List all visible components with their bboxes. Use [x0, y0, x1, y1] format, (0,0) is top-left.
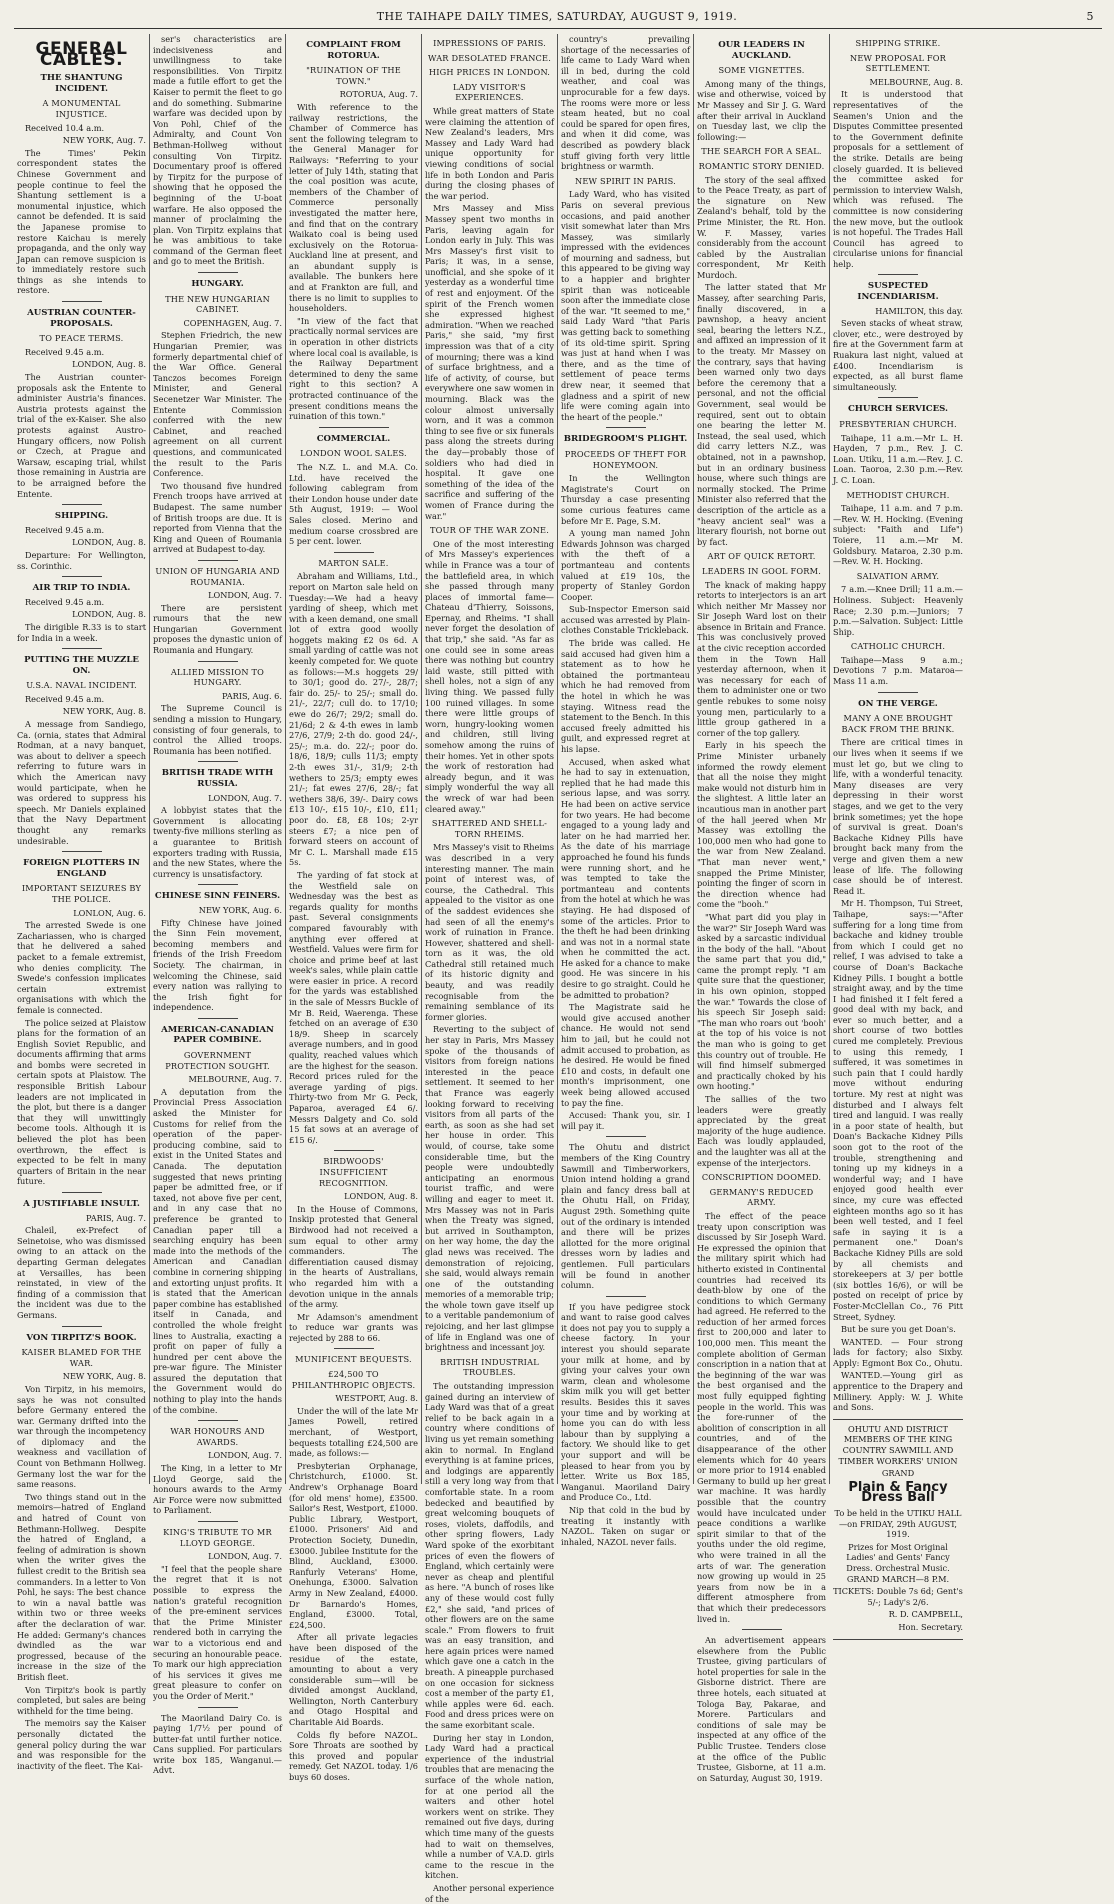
- separator: [198, 661, 238, 662]
- separator: [198, 272, 238, 273]
- subheadline: LADY VISITOR'S EXPERIENCES.: [453, 81, 526, 103]
- headline: OUR LEADERS IN AUCKLAND.: [718, 40, 805, 61]
- article-text: Abraham and Williams, Ltd., report on Marton sale held on Tuesday:—We had a heavy yarding of sheep, which met with a keen demand, one small lot of extra good woolly hoggets making £2 0s 6d. A small yarding of cattle was not keenly competed for. We quote as follows:—M.s hoggets 29/ to 30/1; good do. 27/-, 28/7; fair do. 25/- to 25/-; small do. 21/-, 22/7; cull do. to 17/10; ewe do 26/7; 29/2; small do. 21/6d; 2 & 4-th ewes in lamb 27/6, 27/9; 2-th do. good 24/-, 25/-; m.a. do. 22/-; poor do. 18/6, 18/9; culls 11/3; empty 2-th ewes 31/-, 31/9; 2-th wethers to 25/3; empty ewes 21/-; fat ewes 27/6, 28/-; fat wethers 38/6, 39/-. Dairy cows £13 10/-, £15 10/-, £10, £11; poor do. £8, £8 10s; 2-yr steers £7; a nice pen of forward steers on account of Mr C. L. Marshall made £15 5s.: [289, 571, 418, 868]
- headline: IMPRESSIONS OF PARIS.: [433, 38, 546, 48]
- dateline: LONDON, Aug. 8.: [72, 359, 146, 370]
- ad-venue: To be held in the UTIKU HALL—on FRIDAY, 29th AUGUST, 1919.: [834, 1508, 962, 1540]
- dateline: NEW YORK, Aug. 8.: [62, 706, 146, 717]
- article-text: The Austrian counter-proposals ask the Entente to administer Austria's finances. Austria protests against the trial of the ex-Kaiser. She also protests against Austro-Hungary officers, now Polish or Czech, at Prague and Warsaw, escaping trial, whilst those remaining in Austria are to be arraigned before the Entente.: [17, 372, 146, 499]
- separator: [198, 560, 238, 561]
- article-text: The King, in a letter to Mr Lloyd George, said the honours awards to the Army Air Force were now submitted to Parliament.: [153, 1463, 282, 1516]
- article-text: country's prevailing shortage of the necessaries of life came to Lady Ward when ill in bed, during the cold weather, and coal was unprocurable for a few days. The rooms were more or less steam heated, but no coal could be spared for open fires, and when it did come, was described as powdery black stuff giving forth very little brightness or warmth.: [561, 34, 690, 172]
- article-text: Fifty Chinese have joined the Sinn Fein movement, becoming members and friends of the Irish Freedom Society. The chairman, in welcoming the Chinese, said every nation was rallying to the Irish fight for independence.: [153, 917, 282, 1013]
- headline: VON TIRPITZ'S BOOK.: [26, 1332, 137, 1343]
- separator: [878, 274, 918, 275]
- column-6: [694, 34, 830, 1783]
- subheadline: GOVERNMENT PROTECTION SOUGHT.: [165, 1050, 270, 1071]
- separator: [62, 648, 102, 649]
- article-text: A message from Sandiego, Ca. (ornia, states that Admiral Rodman, at a navy banquet, was about to deliver a speech referring to future wars in which the American navy would participate, when he was ordered to suppress his speech. Mr Daniels explained that the Navy Department thought any remarks undesirable.: [17, 719, 146, 846]
- article-text: The story of the seal affixed to the Peace Treaty, as part of the signature on New Zealand's behalf, told by the Prime Minister, the Rt. Hon. W. F. Massey, varies considerably from the account cabled by the Australian correspondent, Mr Keith Murdoch.: [697, 174, 826, 280]
- article-text: The dirigible R.33 is to start for India in a week.: [17, 621, 146, 643]
- classified-ad: WANTED. — Four strong lads for factory; also Sixby. Apply: Egmont Box Co., Ohutu.: [833, 1336, 963, 1368]
- subheadline: WAR DESOLATED FRANCE.: [427, 52, 552, 63]
- article-text: The arrested Swede is one Zachariassen, who is charged that he delivered a sahed packet to a female extremist, who denies complicity. The Swede's confession implicates certain extremist organisations with which the female is connected.: [17, 920, 146, 1015]
- headline: PUTTING THE MUZZLE ON.: [24, 655, 139, 676]
- article-text: ser's characteristics are indecisiveness and unwillingness to take responsibilities. Von Tirpitz made a futile effort to get the Kaiser to permit the fleet to go and do something. Submarine warfare was decided upon by Von Pohl, Chief of the Admiralty, and Count Von Bethman-Hollweg without consulting Von Tirpitz. Documentary proof is offered by Tirpitz for the purpose of showing that he opposed the beginning of the U-boat warfare. He also opposed the manner of proclaiming the plan. Von Tirpitz explains that he was ambitious to take command of the German fleet and go to meet the British.: [153, 34, 282, 267]
- dateline: LONDON, Aug. 7.: [208, 792, 282, 803]
- article-text: "I feel that the people share the regret that it is not possible to express the nation's grateful recognition of the pre-eminent services that the Prime Minister rendered both in carrying the war to a victorious end and securing an honourable peace. To mark our high appreciation of his services it gives me great pleasure to confer on you the Order of Merit.": [153, 1563, 282, 1701]
- article-text: Among many of the things, wise and otherwise, voiced by Mr Massey and Sir J. G. Ward after their arrival in Auckland on Tuesday last, we clip the following:—: [697, 78, 826, 142]
- dateline: MELBOURNE, Aug. 7.: [188, 1074, 282, 1085]
- church-name: PRESBYTERIAN CHURCH.: [839, 419, 957, 429]
- article-text: It is understood that representatives of the Seamen's Union and the Disputes Committee presented to the Government definite proposals for a settlement of the strike. Details are being closely guarded. It is believed the committee asked for permission to interview Walsh, which was refused. The committee is now considering the new move, but the outlook is not hopeful. The Trades Hall Council has agreed to circularise unions for financial help.: [833, 89, 963, 269]
- article-text: After all private legacies have been disposed of the residue of the estate, amounting to about a very considerable sum—will be divided amongst Auckland, Wellington, North Canterbury and Otago Hospital and Charitable Aid Boards.: [289, 1632, 418, 1728]
- classified-ad: WANTED.—Young girl as apprentice to the Drapery and Millinery. Apply: W. J. White and Sons.: [833, 1370, 963, 1413]
- column-2: [150, 34, 286, 1776]
- ad-title: Plain & Fancy Dress Ball: [848, 1479, 948, 1506]
- dateline: LONDON, Aug. 7.: [208, 1450, 282, 1461]
- received-line: Received 9.45 a.m.: [25, 693, 105, 704]
- separator: [62, 301, 102, 302]
- subheadline: ROMANTIC STORY DENIED.: [698, 160, 825, 171]
- separator: [62, 851, 102, 852]
- service-times: 7 a.m.—Knee Drill; 11 a.m.—Holiness. Subject: Heavenly Race; 2.30 p.m.—Juniors; 7 p.m.—Salvation. Subject: Little Ship.: [833, 584, 963, 637]
- separator: [62, 504, 102, 505]
- church-name: METHODIST CHURCH.: [846, 489, 950, 500]
- separator: [606, 1296, 646, 1297]
- received-line: Received 9.45 a.m.: [25, 346, 105, 357]
- article-text: In the Wellington Magistrate's Court on Thursday a case presenting some curious features came before Mr E. Page, S.M.: [561, 473, 690, 526]
- dateline: NEW YORK, Aug. 6.: [198, 904, 282, 915]
- article-text: A lobbyist states that the Government is allocating twenty-five millions sterling as a guarantee to British exporters trading with Russia, and the new States, where the currency is unsatisfactory.: [153, 805, 282, 879]
- column-1: [14, 34, 150, 1771]
- subheadline: CONSCRIPTION DOOMED.: [701, 1172, 822, 1183]
- separator: [319, 427, 389, 428]
- advertisement-text: Nip that cold in the bud by treating it instantly with NAZOL. Taken on sugar or inhaled, NAZOL never fails.: [561, 1504, 690, 1547]
- article-text: Accused, when asked what he had to say in extenuation, replied that he had made this serious lapse, and was sorry. He had been on active service for two years. He had become engaged to a young lady and later on he had married her. As the date of his marriage approached he found his funds were running short, and he was tempted to take the portmanteau and contents from the hotel at which he was staying. He had disposed of some of the articles. Prior to the theft he had been drinking and was not in a normal state when he committed the act. He asked for a chance to make good. He was sincere in his desire to go straight. Could he be admitted to probation?: [561, 756, 690, 1000]
- separator: [62, 576, 102, 577]
- separator: [198, 1420, 238, 1421]
- separator: [878, 692, 918, 693]
- headline: ON THE VERGE.: [858, 698, 938, 709]
- subheadline: IMPORTANT SEIZURES BY THE POLICE.: [21, 883, 142, 904]
- headline: SHIPPING STRIKE.: [855, 38, 941, 48]
- dateline: LONDON, Aug. 8.: [344, 1191, 418, 1202]
- separator: [334, 1150, 374, 1151]
- separator: [878, 397, 918, 398]
- headline: A JUSTIFIABLE INSULT.: [23, 1199, 140, 1209]
- article-text: There are critical times in our lives when it seems if we must let go, but we cling to life, with a wonderful tenacity. Many diseases are very depressing in their worst stages, and we get to the very brink sometimes; yet the hope of survival is great. Doan's Backache Kidney Pills have brought back many from the verge and given them a new lease of life. The following case should be of interest. Read it.: [833, 737, 963, 896]
- headline: COMMERCIAL.: [316, 433, 391, 444]
- separator: [334, 552, 374, 553]
- ad-details: Prizes for Most Original Ladies' and Gents' Fancy Dress. Orchestral Music. GRAND MARCH—8 P.M.: [846, 1541, 950, 1584]
- dateline: HAMILTON, this day.: [875, 305, 963, 316]
- article-text: A deputation from the Provincial Press Association asked the Minister for Customs for relief from the operation of the paper-producing combine, said to exist in the United States and Canada. The deputation suggested that news printing paper be admitted free, or if taxed, not above five per cent, and in any case that no preference be granted to Canadian paper till a searching enquiry has been made into the methods of the American and Canadian combine in cornering shipping and extorting unjust profits. It is stated that the American paper combine has established itself in Canada, and controlled the whole freight lines to Australia, exacting a profit on paper of fully a hundred per cent above the pre-war figure. The Minister assured the deputation that the Government would do nothing to play into the hands of the combine.: [153, 1086, 282, 1415]
- article-text: The N.Z. L. and M.A. Co. Ltd. have received the following cablegram from their London house under date 5th August, 1919: — Wool Sales closed. Merino and medium coarse crossbred are 5 per cent. lower.: [289, 461, 418, 547]
- article-text: But be sure you get Doan's.: [841, 1324, 956, 1335]
- dateline: LONDON, Aug. 8.: [72, 609, 146, 620]
- article-text: Sub-Inspector Emerson said accused was arrested by Plain-clothes Constable Trickleback.: [561, 604, 690, 636]
- dateline: PARIS, Aug. 6.: [221, 690, 282, 701]
- subheadline: THE SEARCH FOR A SEAL.: [701, 146, 822, 157]
- dance-advertisement: [833, 1419, 963, 1640]
- article-text: An advertisement appears elsewhere from the Public Trustee, giving particulars of hotel properties for sale in the Gisborne district. There are three hotels, each situated at Tologa Bay, Pakarae, and Morere. Particulars and conditions of sale may be inspected at any office of the Public Trustee. Tenders close at the office of the Public Trustee, Gisborne, at 11 a.m. on Saturday, August 30, 1919.: [697, 1635, 826, 1783]
- subheadline: £24,500 TO PHILANTHROPIC OBJECTS.: [291, 1369, 416, 1390]
- separator: [198, 884, 238, 885]
- subheadline: ART OF QUICK RETORT.: [707, 551, 816, 562]
- article-text: The latter stated that Mr Massey, after searching Paris, finally discovered, in a pawnshop, a heavy ancient seal, bearing the letters N.Z., and affixed an impression of it to the treaty. Mr Massey on the contrary, says that having been warned only two days before the ceremony that a personal, and not the official Government, seal would be required, sent out to obtain one bearing the letter M. Instead, the seal used, which did carry letters N.Z., was obtained, not in a pawnshop, but in an ordinary business house, where such things are normally stocked. The Prime Minister also referred that the description of the article as a "heavy ancient seal" was a literary flourish, not borne out by fact.: [697, 282, 826, 547]
- article-text: Von Tirpitz's book is partly completed, but sales are being withheld for the time being.: [17, 1684, 146, 1716]
- subheadline: MANY A ONE BROUGHT BACK FROM THE BRINK.: [841, 713, 955, 734]
- article-text: There are persistent rumours that the new Hungarian Government proposes the dynastic union of Roumania and Hungary.: [153, 602, 282, 656]
- article-text: The knack of making happy retorts to interjectors is an art which neither Mr Massey nor Sir Joseph Ward lost on their absence in Britain and France. This was conclusively proved at the civic reception accorded them in the Town Hall yesterday afternoon, when it was necessary for each of them to administer one or two gentle rebukes to some noisy young men, particularly to a little group gathered in a corner of the top gallery.: [697, 579, 826, 738]
- advertisement-text: Colds fly before NAZOL. Sore Throats are soothed by this proved and popular remedy. Get NAZOL today. 1/6 buys 60 doses.: [289, 1729, 418, 1783]
- dateline: LONLON, Aug. 6.: [73, 907, 146, 918]
- headline: MUNIFICENT BEQUESTS.: [295, 1354, 412, 1365]
- service-times: Taihape, 11 a.m. and 7 p.m.—Rev. W. H. Hocking. (Evening subject: "Faith and Life") Toiere, 11 a.m.—Mr M. Goldsbury. Mataroa, 2.30 p.m.—Rev. W. H. Hocking.: [833, 503, 963, 567]
- headline: AMERICAN-CANADIAN PAPER COMBINE.: [161, 1024, 274, 1046]
- dateline: COPENHAGEN, Aug. 7.: [183, 317, 282, 328]
- subheadline: TOUR OF THE WAR ZONE.: [429, 525, 550, 536]
- column-4: [422, 34, 558, 1904]
- dateline: PARIS, Aug. 7.: [85, 1212, 146, 1223]
- headline: KING'S TRIBUTE TO MR LLOYD GEORGE.: [163, 1527, 272, 1548]
- article-text: The sallies of the two leaders were greatly appreciated by the great majority of the huge audience. Each was loudly applauded, and the laughter was all at the expense of the interjectors.: [697, 1094, 826, 1168]
- headline: BRITISH TRADE WITH RUSSIA.: [161, 768, 274, 789]
- headline: CHURCH SERVICES.: [847, 404, 949, 415]
- subheadline: U.S.A. NAVAL INCIDENT.: [26, 680, 137, 691]
- article-text: Lady Ward, who has visited Paris on several previous occasions, and paid another visit somewhat later than Mrs Massey, was similarly impressed with the evidences of mourning and sadness, but this appeared to be giving way to a happier and brighter spirit than was noticeable soon after the immediate close of the war. "It seemed to me," said Lady Ward "that Paris was getting back to something of its old-time spirit. Spring was just at hand when I was there, and as the time of settlement of peace terms drew near, it seemed that gladness and a spirit of new life were coming again into the heart of the people.": [561, 189, 690, 422]
- subheadline: A MONUMENTAL INJUSTICE.: [42, 98, 121, 119]
- church-name: SALVATION ARMY.: [856, 570, 940, 581]
- article-text: In the House of Commons, Inskip protested that General Birdwood had not received a sum equal to other army commanders. The differentiation caused dismay in the hearts of Australians, who regarded him with a devotion unique in the annals of the army.: [289, 1203, 418, 1310]
- separator: [198, 1707, 238, 1708]
- article-text: Two things stand out in the memoirs—hatred of England and hatred of Count von Bethmann-Hollweg. Despite the hatred of England, a feeling of admiration is shown when the writer gives the fullest credit to the British sea commanders. In a letter to Von Pohl, he says: The best chance to win a naval battle was within two or three weeks after the declaration of war. He added: Germany's chances dwindled as the war progressed, because of the increase in the size of the British fleet.: [17, 1491, 146, 1682]
- article-text: The outstanding impression gained during an interview of Lady Ward was that of a great relief to be back again in a country where conditions of living us yet remain something akin to normal. In England everything is at famine prices, and lodgings are apparently still a very long way from that comfortable state. In a room bedecked and beautified by great welcoming bouquets of roses, violets, daffodils, and other spring flowers, Lady Ward spoke of the exorbitant prices of even the flowers of England, which certainly were never as cheap and plentiful as here. "A bunch of roses like any of these would cost fully £2," she said, "and prices of other flowers are on the same scale." From flowers to fruit was an easy transition, and here again prices were named which gave one a catch in the breath. A pineapple purchased on one occasion for sickness cost a member of the party £1, while apples were 6d. each. Food and dress prices were on the same exorbitant scale.: [425, 1381, 554, 1731]
- dateline: WESTPORT, Aug. 8.: [335, 1393, 418, 1404]
- subheadline: LEADERS IN GOOL FORM.: [702, 565, 821, 576]
- subheadline: BRITISH INDUSTRIAL TROUBLES.: [440, 1356, 539, 1378]
- article-text: During her stay in London, Lady Ward had a practical experience of the industrial troubles that are menacing the surface of the whole nation, for at one period all the waiters and other hotel workers went on strike. They remained out five days, during which time many of the guests had to wait on themselves, while a number of V.A.D. girls came to the rescue in the kitchen.: [425, 1732, 554, 1881]
- subheadline: HIGH PRICES IN LONDON.: [428, 67, 551, 78]
- article-text: Under the will of the late Mr James Powell, retired merchant, of Westport, bequests totalling £24,500 are made, as follows:—: [289, 1405, 418, 1459]
- page-number: 5: [1086, 10, 1094, 23]
- headline: UNION OF HUNGARIA AND ROUMANIA.: [155, 565, 280, 587]
- article-text: Early in his speech the Prime Minister urbanely informed the rowdy element that all the noise they might make would not disturb him in the slightest. A little later an incautious man in another part of the hall jeered when Mr Massey was extolling the 100,000 men who had gone to the war from New Zealand. "That man never went," snapped the Prime Minister, pointing the finger of scorn in the direction whence had come the "booh.": [697, 740, 826, 910]
- separator: [334, 1348, 374, 1349]
- article-text: The effect of the peace treaty upon conscription was discussed by Sir Joseph Ward. He expressed the opinion that the military spirit which had hitherto existed in Continental countries had received its death-blow by one of the conditions to which Germany had agreed. He referred to the reduction of her armed forces first to 200,000 and later to 100,000 men. This meant the complete abolition of German conscription in a nation that at the beginning of the war was the best organised and the most fully equipped fighting people in the world. This was the fore-runner of the abolition of conscription in all countries, and of the disappearance of the other elements which for 40 years or more prior to 1914 enabled Germany to build up her great war machine. It was hardly possible that the country would have inculcated under peace conditions a warlike spirit similar to that of the youths under the old regime, who were trained in all the arts of war. The generation now growing up would in 25 years from now be in a different atmosphere from that which their predecessors lived in.: [697, 1210, 826, 1624]
- article-text: Mr H. Thompson, Tui Street, Taihape, says:—"After suffering for a long time from backache and kidney trouble from which I could get no relief, I was advised to take a course of Doan's Backache Kidney Pills. I bought a bottle straight away, and by the time I had finished it I felt fered a good deal with my back, and ever so much better, and a short course of two bottles cured me completely. Previous to using this remedy, I suffered, it was sometimes in such pain that I could hardly move without enduring torture. My rest at night was disturbed and I always felt tired and languid. I was really in a poor state of health, but Doan's Backache Kidney Pills soon got to the root of the trouble, strengthening and toning up my kidneys in a wonderful way; and I have enjoyed good health ever since, my cure was effected eighteen months ago so it has been well tested, and I feel safe in saying it is a permanent one." Doan's Backache Kidney Pills are sold by all chemists and storekeepers at 3/ per bottle (six bottles 16/6), or will be posted on receipt of price by Foster-McClellan Co., 76 Pitt Street, Sydney.: [833, 898, 963, 1322]
- headline: CHINESE SINN FEINERS.: [154, 891, 281, 902]
- subheadline: TO PEACE TERMS.: [39, 333, 124, 344]
- subheadline: THE NEW HUNGARIAN CABINET.: [165, 293, 270, 315]
- separator: [742, 1629, 782, 1630]
- article-text: Mrs Massey's visit to Rheims was described in a very interesting manner. The main point of interest was, of course, the Cathedral. This appealed to the visitor as one of the saddest evidences she had seen of all the enemy's work of ruination in France. However, shattered and shell-torn as it was, the old Cathedral still retained much of its historic dignity and beauty, and was readily recognisable from the remaining semblance of its former glories.: [425, 842, 554, 1022]
- article-text: With reference to the railway restrictions, the Chamber of Commerce has sent the following telegram to the General Manager for Railways: "Referring to your letter of July 14th, stating that the coal position was acute, members of the Chamber of Commerce personally investigated the matter here, and find that on the contrary Waikato coal is being used exclusively on the Rotorua-Auckland line at present, and an abundant supply is available. The bunkers here and at Frankton are full, and there is no limit to supplies to householders.: [289, 101, 418, 314]
- column-5: [558, 34, 694, 1547]
- columns: [14, 34, 1104, 1904]
- masthead-title: THE TAIHAPE DAILY TIMES, SATURDAY, AUGUST 9, 1919.: [376, 10, 738, 23]
- article-text: Mrs Massey and Miss Massey spent two months in Paris, leaving again for London early in July. This was Mrs Massey's first visit to Paris; it was, in a sense, unofficial, and she spoke of it yesterday as a wonderful time of rest and enjoyment. Of the spirit of the French women she expressed highest admiration. "When we reached Paris," she said, "my first impression was that of a city of mourning; there was a kind of surface brightness, and a life of activity, of course, but everywhere one saw women in mourning. Black was the colour almost universally worn, and it was a common thing to see five or six funerals pass along the streets during the day—probably those of soldiers who had died in hospital. It gave one something of the idea of the sacrifice and suffering of the women of France during the war.": [425, 203, 554, 521]
- subheadline: NEW PROPOSAL FOR SETTLEMENT.: [849, 52, 947, 74]
- separator: [198, 1018, 238, 1019]
- article-text: One of the most interesting of Mrs Massey's experiences while in France was a tour of the battlefield area, in which she passed through many places of immortal fame—Chateau d'Thierry, Soissons, Epernay, and Rheims. "I shall never forget the desolation of that trip," she said. "As far as one could see in some areas there was nothing but country laid waste, still pitted with shell holes, not a sign of any living thing. We passed fully 100 ruined villages. In some there were little groups of worn, hungry-looking women and children, still living somehow among the ruins of their homes. Yet in other spots the work of restoration had already begun, and it was simply wonderful the way all the wreck of war had been cleared away.": [425, 538, 554, 814]
- headline: MARTON SALE.: [318, 557, 389, 568]
- article-text: A young man named John Edwards Johnson was charged with the theft of a portmanteau and contents valued at £19 10s, the property of Stanley Gordon Cooper.: [561, 528, 690, 602]
- subheadline: SHATTERED AND SHELL-TORN RHEIMS.: [431, 818, 548, 839]
- separator: [606, 427, 646, 428]
- article-text: Departure: For Wellington, ss. Corinthic.: [17, 549, 146, 571]
- headline: THE SHANTUNG INCIDENT.: [40, 73, 123, 94]
- masthead-rule: [14, 28, 1102, 29]
- article-text: Seven stacks of wheat straw, clover, etc., were destroyed by fire at the Government farm at Ruakura last night, valued at £400. Incendiarism is expected, as all burst flame simultaneously.: [833, 318, 963, 392]
- received-line: Received 9.45 a.m.: [25, 596, 105, 607]
- headline: WAR HONOURS AND AWARDS.: [170, 1426, 265, 1447]
- article-text: Two thousand five hundred French troops have arrived at Budapest. The same number of British troops are due. It is reported from Vienna that the King and Queen of Roumania arrived at Budapest to-day.: [153, 480, 282, 555]
- subheadline: NEW SPIRIT IN PARIS.: [575, 175, 676, 186]
- advertisement-text: If you have pedigree stock and want to raise good calves it does not pay you to supply a cheese factory. In your interest you should separate your milk at home, and by giving your calves your own warm, clean and wholesome skim milk you will get better results. Besides this it saves your time and by working at home you can do with less labour than by supplying a factory. We should like to get your support and will be pleased to hear from you by letter. Write us Box 185, Wanganui. Maoriland Dairy and Produce Co., Ltd.: [561, 1301, 690, 1503]
- column-3: [286, 34, 422, 1783]
- received-line: Received 10.4 a.m.: [25, 122, 105, 133]
- dateline: ROTORUA, Aug. 7.: [339, 89, 418, 100]
- article-text: "In view of the fact that practically normal services are in operation in other districts where local coal is available, is the Railway Department determined to deny the same right to this section? A protracted continuance of the present conditions means the ruination of this town.": [289, 315, 419, 422]
- section-banner: GENERAL CABLES.: [35, 39, 128, 70]
- dateline: NEW YORK, Aug. 7.: [62, 135, 146, 146]
- received-line: Received 9.45 a.m.: [25, 524, 105, 535]
- separator: [62, 1326, 102, 1327]
- service-times: Taihape—Mass 9 a.m.; Devotions 7 p.m. Mataroa—Mass 11 a.m.: [833, 654, 963, 687]
- subheadline: SOME VIGNETTES.: [718, 65, 805, 76]
- dateline: LONDON, Aug. 7.: [208, 590, 282, 601]
- ad-signature-title: Hon. Secretary.: [898, 1621, 963, 1632]
- article-text: The yarding of fat stock at the Westfield sale on Wednesday was the best as regards quality for months past. Several consignments compared favourably with anything ever offered at Westfield. Values were firm for choice and prime beef at last week's sales, while plain cattle were easier in price. A record for the yards was established in the sale of Messrs Buckle of Mr B. Reid, Waerenga. These fetched on an average of £30 18/9. Sheep in scarcely average numbers, and in good quality, reached values which are the highest for the season. Record prices ruled for the average yarding of pigs. Thirty-two from Mr G. Peck, Paparoa, averaged £4 6/. Messrs Dalgety and Co. sold 15 fat sows at an average of £15 6/.: [289, 869, 418, 1145]
- dateline: LONDON, Aug. 8.: [72, 537, 146, 548]
- subheadline: KAISER BLAMED FOR THE WAR.: [21, 1347, 142, 1368]
- article-text: Mr Adamson's amendment to reduce war grants was rejected by 288 to 66.: [289, 1311, 418, 1343]
- headline: ALLIED MISSION TO HUNGARY.: [170, 666, 265, 688]
- separator: [606, 1136, 646, 1137]
- separator: [198, 761, 238, 762]
- article-text: The police seized at Plaistow plans for the formation of an English Soviet Republic, and documents affirming that arms and bombs were secreted in certain spots at Plaistow. The responsible British Labour leaders are not implicated in the plot, but there is a danger that they will unwittingly become tools. Although it is believed the plot has been overthrown, the effect is expected to be felt in many quarters of Britain in the near future.: [17, 1017, 146, 1187]
- article-text: While great matters of State were claiming the attention of New Zealand's leaders, Mrs Massey and Lady Ward had unique opportunity for viewing conditions of social life in both London and Paris during the closing phases of the war period.: [425, 105, 554, 201]
- article-text: Accused: Thank you, sir. I will pay it.: [561, 1110, 690, 1131]
- article-text: The Magistrate said he would give accused another chance. He would not send him to jail, but he could not admit accused to probation, as he desired. He would be fined £10 and costs, in default one month's imprisonment, one week being allowed accused to pay the fine.: [561, 1002, 690, 1108]
- headline: BIRDWOODS' INSUFFICIENT RECOGNITION.: [318, 1156, 389, 1188]
- dateline: MELBOURNE, Aug. 8.: [869, 76, 963, 87]
- headline: COMPLAINT FROM ROTORUA.: [306, 40, 401, 61]
- ad-grand: GRAND: [881, 1468, 915, 1479]
- article-text: Von Tirpitz, in his memoirs, says he was not consulted before Germany entered the war. Germany drifted into the war through the incompetency of diplomacy and the weakness and vacillation of Count von Bethmann Hollweg. Germany lost the war for the same reasons.: [17, 1383, 146, 1490]
- advertisement-text: The Maoriland Dairy Co. is paying 1/7½ per pound of butter-fat until further notice. Cans supplied. For particulars write box 185, Wanganui.—Advt.: [153, 1712, 282, 1776]
- article-text: The memoirs say the Kaiser personally dictated the general policy during the war and was responsible for the inactivity of the fleet. The Kai-: [17, 1718, 146, 1771]
- article-text: The Times' Pekin correspondent states the Chinese Government and people continue to feel the Shantung settlement is a monumental injustice, which cannot be defended. It is said the Japanese promise to restore Kaichau is merely propaganda, and the only way Japan can remove suspicion is to immediately restore such things as she intends to restore.: [17, 147, 146, 296]
- subheadline: "RUINATION OF THE TOWN.": [306, 65, 401, 86]
- bequests-list: Presbyterian Orphanage, Christchurch, £1000. St. Andrew's Orphanage Board (for old mens' home), £3500. Sailor's Rest, Westport, £1000. Public Library, Westport, £1000. Prisoners' Aid and Protection Society, Dunedin, £3000. Jubilee Institute for the Blind, Auckland, £3000. Ranfurly Veterans' Home, Onehunga, £3000. Salvation Army in New Zealand, £4000. Dr Barnardo's Homes, England, £3000. Total, £24,500.: [289, 1460, 418, 1630]
- service-times: Taihape, 11 a.m.—Mr L. H. Hayden, 7 p.m., Rev. J. C. Loan. Utiku, 11 a.m.—Rev. J. C. Loan. Taoroa, 2.30 p.m.—Rev. J. C. Loan.: [833, 432, 963, 485]
- headline: AUSTRIAN COUNTER-PROPOSALS.: [27, 308, 136, 329]
- masthead: [0, 10, 1114, 23]
- ad-signature: R. D. CAMPBELL,: [888, 1609, 963, 1620]
- headline: BRIDEGROOM'S PLIGHT.: [563, 434, 688, 445]
- headline: AIR TRIP TO INDIA.: [32, 583, 131, 594]
- dateline: LONDON, Aug. 7.: [208, 1551, 282, 1562]
- headline: HUNGARY.: [191, 279, 244, 290]
- headline: SHIPPING.: [54, 511, 109, 522]
- dateline: NEW YORK, Aug. 8.: [62, 1371, 146, 1382]
- article-text: The bride was called. He said accused had given him a statement as to how he obtained the portmanteau which he had removed from the hotel in which he was staying. Witness read the statement to the Bench. In this accused freely admitted his guilt, and expressed regret at his lapse.: [561, 638, 690, 754]
- column-7: [830, 34, 966, 1632]
- headline: FOREIGN PLOTTERS IN ENGLAND: [23, 858, 140, 879]
- subheadline: GERMANY'S REDUCED ARMY.: [709, 1186, 814, 1208]
- ad-tickets: TICKETS: Double 7s 6d; Gent's 5/-; Lady's 2/6.: [833, 1586, 963, 1607]
- separator: [62, 1192, 102, 1193]
- subheadline: LONDON WOOL SALES.: [300, 448, 407, 459]
- ad-heading: OHUTU AND DISTRICT MEMBERS OF THE KING COUNTRY SAWMILL AND TIMBER WORKERS' UNION: [838, 1423, 958, 1466]
- article-text: The Supreme Council is sending a mission to Hungary, consisting of four generals, to control the Allied troops. Roumania has been notified.: [153, 703, 282, 756]
- separator: [198, 1521, 238, 1522]
- article-text: Reverting to the subject of her stay in Paris, Mrs Massey spoke of the thousands of visitors from foreign nations interested in the peace settlement. It seemed to her that France was eagerly looking forward to receiving visitors from all parts of the earth, as soon as she had set her house in order. This would, of course, take some considerable time, but the people were undoubtedly anticipating an enormous tourist traffic, and were willing and eager to meet it. Mrs Massey was not in Paris when the Treaty was signed, but arrived in Southampton, on her way home, the day the glad news was received. The demonstration of rejoicing, she said, would always remain one of the outstanding memories of a memorable trip; the whole town gave itself up to a veritable pandemonium of rejoicing, and her last glimpse of life in England was one of brightness and incessant joy.: [425, 1024, 554, 1353]
- subheadline: PROCEEDS OF THEFT FOR HONEYMOON.: [564, 448, 687, 470]
- headline: SUSPECTED INCENDIARISM.: [857, 281, 939, 303]
- article-text: "What part did you play in the war?" Sir Joseph Ward was asked by a sarcastic individual in the body of the hall. "About the same part that you did," came the prompt reply. "I am quite sure that the questioner, in his own opinion, stopped the war." Towards the close of his speech Sir Joseph said: "The man who roars out 'booh' at the top of his voice is not the man who is going to get this country out of trouble. He will find himself submerged and practically choked by his own hooting.": [697, 911, 826, 1092]
- church-name: CATHOLIC CHURCH.: [850, 641, 946, 652]
- article-text: Chaleil, ex-Prefect of Seinetoise, who was dismissed owing to an attack on the departing German delegates at Versailles, has been reinstated, in view of the finding of a commission that the incident was due to the Germans.: [17, 1225, 146, 1320]
- article-text: The Ohutu and district members of the King Country Sawmill and Timberworkers, Union intend holding a grand plain and fancy dress ball at the Ohutu Hall, on Friday, August 29th. Something quite out of the ordinary is intended and there will be prizes allotted for the more original dresses worn by ladies and gentlemen. Full particulars will be found in another column.: [561, 1142, 690, 1291]
- article-text: Stephen Friedrich, the new Hungarian Premier, was formerly departmental chief of the War Office. General Tanczos becomes Foreign Minister, and General Secenetzer War Minister. The Entente Commission conferred with the new Cabinet, and reached agreement on all current questions, and communicated the result to the Paris Conference.: [153, 330, 282, 479]
- article-text: Another personal experience of the: [425, 1882, 554, 1904]
